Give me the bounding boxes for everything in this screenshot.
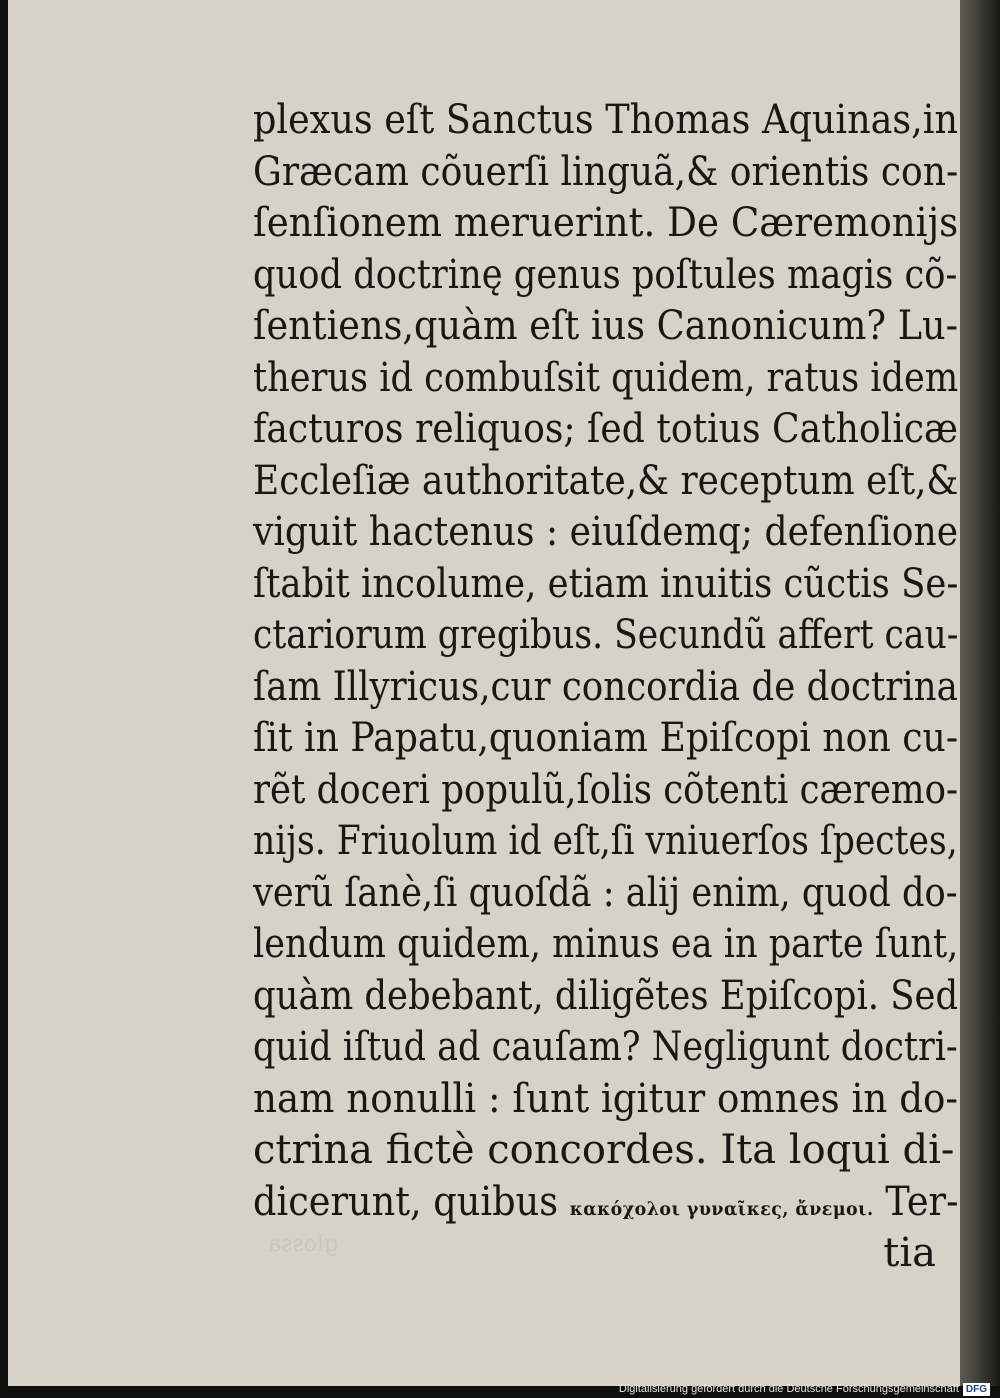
text-line: quod doctrinę genus poſtules magis cõ- (253, 251, 958, 298)
catchword: tia (883, 1230, 936, 1276)
greek-phrase: κακόχολοι γυναῖκες, ἄνεμοι. (569, 1197, 874, 1220)
text-line: lendum quidem, minus ea in parte ſunt, (253, 921, 959, 967)
bleed-through-text: glossa (268, 1232, 339, 1257)
text-line: ſenſionem meruerint. De Cæremonijs (253, 200, 959, 246)
text-line-last (253, 1177, 959, 1229)
footer-credit: Digitalisierung gefördert durch die Deutsche Forschungsgemeinschaft (618, 1383, 959, 1395)
text-line: therus id combuſsit quidem, ratus idem (253, 354, 959, 401)
text-line: Græcam cõuerſi linguã,& orientis con- (253, 148, 959, 195)
text-line: ſam Illyricus,cur concordia de doctrina (253, 663, 958, 710)
text-line: plexus eſt Sanctus Thomas Aquinas,in (253, 97, 959, 143)
text-line: rẽt doceri populũ,ſolis cõtenti cæremo- (253, 766, 958, 813)
page-edge-shadow (960, 0, 1000, 1386)
text-line: nijs. Friuolum id eſt,ſi vniuerſos ſpectes, (253, 818, 958, 864)
text-line: quàm debebant, diligẽtes Epiſcopi. Sed (253, 972, 959, 1019)
text-line: ctrina fictè concordes. Ita loqui di- (253, 1127, 955, 1173)
book-page (8, 0, 965, 1386)
text-line: Eccleſiæ authoritate,& receptum eſt,& (253, 457, 959, 504)
text-segment: dicerunt, quibus (253, 1178, 559, 1225)
text-block (253, 95, 958, 1280)
text-line: verũ ſanè,ſi quoſdã : alij enim, quod do- (253, 869, 958, 916)
text-line: ſit in Papatu,quoniam Epiſcopi non cu- (253, 715, 959, 761)
text-line: ſtabit incolume, etiam inuitis cũctis Se- (253, 560, 959, 607)
text-line: viguit hactenus : eiuſdemq; defenſione (253, 509, 959, 555)
dfg-logo-icon: DFG (963, 1383, 990, 1396)
text-line: quid iſtud ad cauſam? Negligunt doctri- (253, 1024, 958, 1070)
text-line: nam nonulli : ſunt igitur omnes in do- (253, 1075, 958, 1122)
text-line: facturos reliquos; ſed totius Catholicæ (253, 406, 958, 452)
text-line: ſentiens,quàm eſt ius Canonicum? Lu- (253, 303, 959, 349)
text-segment-end: Ter- (873, 1178, 959, 1225)
text-line: ctariorum gregibus. Secundũ affert cau- (253, 612, 959, 658)
digitization-footer (619, 1380, 990, 1398)
